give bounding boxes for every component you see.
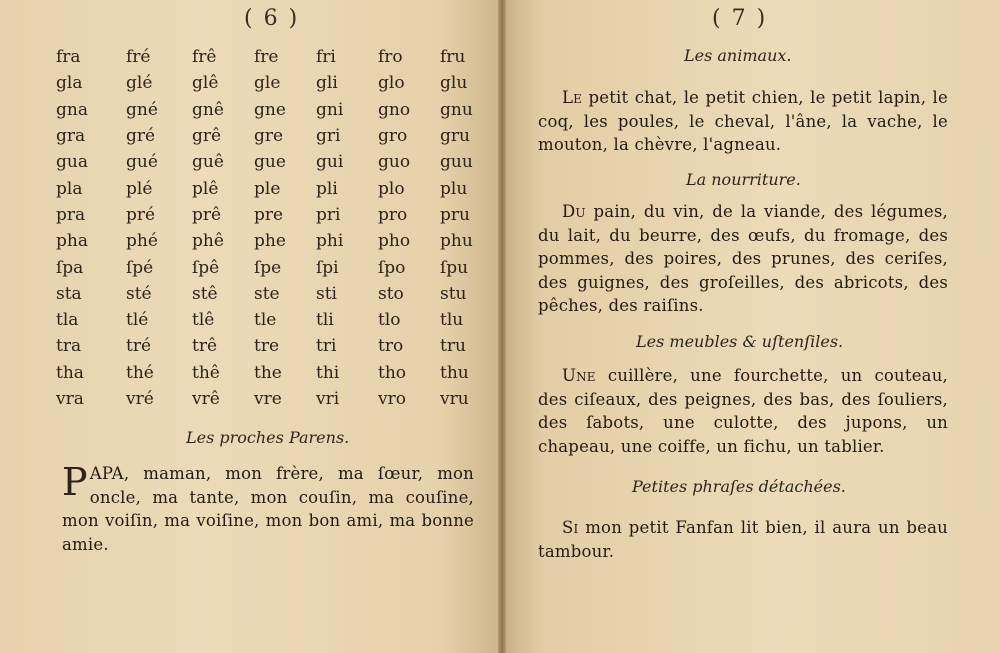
syllable-cell: frê [192, 47, 217, 68]
syllable-cell: stê [192, 283, 218, 304]
syllable-cell: tlé [126, 310, 149, 331]
syllable-cell: tli [316, 310, 334, 331]
paragraph-first-word: Le [562, 88, 583, 107]
syllable-cell: tro [378, 336, 404, 357]
syllable-cell: trê [192, 336, 218, 357]
syllable-cell: gle [254, 73, 281, 94]
syllable-cell: plo [378, 178, 405, 199]
syllable-cell: vra [56, 389, 84, 409]
section-heading-parens: Les proches Parens. [186, 428, 350, 447]
syllable-table [56, 44, 502, 412]
syllable-cell: glu [440, 73, 468, 94]
syllable-cell: thu [440, 362, 469, 383]
syllable-row [56, 360, 502, 386]
book-gutter [498, 0, 506, 653]
syllable-row [56, 254, 502, 280]
paragraph-parens [62, 462, 474, 556]
syllable-cell: glo [378, 73, 405, 94]
syllable-cell: ple [254, 178, 281, 199]
right-page-number: ( 7 ) [712, 6, 768, 31]
syllable-cell: gro [378, 126, 408, 147]
syllable-cell: plê [192, 178, 219, 199]
syllable-row [56, 149, 502, 175]
syllable-cell: gna [56, 99, 88, 120]
syllable-row [56, 228, 502, 254]
syllable-row [56, 97, 502, 123]
syllable-cell: gue [254, 152, 286, 173]
syllable-cell: sti [316, 283, 337, 304]
syllable-cell: pha [56, 231, 88, 252]
syllable-cell: fre [254, 47, 279, 68]
syllable-cell: ſpê [192, 257, 220, 278]
syllable-cell: pho [378, 231, 411, 252]
syllable-cell: fré [126, 47, 151, 68]
paragraph-phrases [538, 516, 948, 563]
syllable-cell: the [254, 362, 282, 383]
section-heading-phrases: Petites phraſes détachées. [632, 477, 846, 496]
syllable-cell: phê [192, 231, 224, 252]
paragraph-meubles [538, 364, 948, 458]
syllable-cell: gré [126, 126, 156, 147]
syllable-row [56, 307, 502, 333]
syllable-cell: tha [56, 362, 84, 383]
paragraph-text: pain, du vin, de la viande, des légumes, du lait, du beurre, des œufs, du fromage, des pommes, des poires, des prunes, des ceriſes, des guignes, des groſeilles, des abricots, des pêches, des raiſins. [538, 202, 948, 315]
paragraph-first-word: Une [562, 366, 596, 385]
syllable-row [56, 333, 502, 359]
syllable-cell: tre [254, 336, 280, 357]
syllable-cell: gno [378, 99, 411, 120]
syllable-cell: fra [56, 47, 81, 68]
syllable-cell: sté [126, 283, 152, 304]
syllable-row [56, 281, 502, 307]
syllable-cell: fri [316, 47, 336, 68]
syllable-cell: pru [440, 204, 470, 225]
section-heading-animaux: Les animaux. [684, 46, 792, 65]
syllable-cell: vre [254, 389, 282, 409]
syllable-cell: vrê [192, 389, 220, 409]
syllable-cell: gla [56, 73, 83, 94]
right-page [502, 0, 1000, 653]
syllable-row [56, 123, 502, 149]
syllable-cell: gne [254, 99, 286, 120]
syllable-cell: gui [316, 152, 344, 173]
drop-cap: P [62, 460, 88, 504]
syllable-cell: gre [254, 126, 284, 147]
syllable-cell: gni [316, 99, 344, 120]
syllable-cell: thé [126, 362, 154, 383]
syllable-cell: ſpo [378, 257, 406, 278]
syllable-cell: phu [440, 231, 473, 252]
syllable-cell: vru [440, 389, 469, 409]
syllable-cell: gri [316, 126, 341, 147]
syllable-cell: tla [56, 310, 79, 331]
syllable-cell: ſpu [440, 257, 469, 278]
paragraph-first-word: Du [562, 202, 586, 221]
syllable-cell: ſpa [56, 257, 84, 278]
syllable-cell: gru [440, 126, 470, 147]
syllable-cell: gli [316, 73, 338, 94]
paragraph-text: petit chat, le petit chien, le petit lapin, le coq, les poules, le cheval, l'âne, la vache, le mouton, la chèvre, l'agneau. [538, 88, 948, 154]
syllable-cell: gua [56, 152, 88, 173]
syllable-cell: phi [316, 231, 344, 252]
syllable-cell: tlu [440, 310, 464, 331]
syllable-cell: tra [56, 336, 82, 357]
syllable-cell: guo [378, 152, 411, 173]
syllable-cell: gné [126, 99, 158, 120]
syllable-cell: thê [192, 362, 220, 383]
syllable-cell: tlo [378, 310, 401, 331]
syllable-cell: tré [126, 336, 152, 357]
syllable-cell: glé [126, 73, 153, 94]
paragraph-nourriture [538, 200, 948, 318]
syllable-cell: thi [316, 362, 340, 383]
syllable-cell: tlê [192, 310, 215, 331]
paragraph-first-word: Si [562, 518, 579, 537]
syllable-cell: pra [56, 204, 86, 225]
syllable-cell: gnu [440, 99, 473, 120]
syllable-cell: pla [56, 178, 83, 199]
syllable-cell: grê [192, 126, 222, 147]
section-heading-meubles: Les meubles & uſtenſiles. [636, 332, 844, 351]
syllable-cell: vré [126, 389, 154, 409]
syllable-cell: sto [378, 283, 404, 304]
syllable-cell: vri [316, 389, 340, 409]
paragraph-first-word: APA [89, 464, 124, 483]
syllable-cell: tho [378, 362, 407, 383]
syllable-cell: tle [254, 310, 277, 331]
syllable-cell: plé [126, 178, 153, 199]
syllable-cell: fru [440, 47, 466, 68]
syllable-row [56, 175, 502, 201]
syllable-row [56, 44, 502, 70]
syllable-cell: pro [378, 204, 408, 225]
paragraph-text: , maman, mon frère, ma ſœur, mon oncle, ma tante, mon couſin, ma couſine, mon voiſin, ma voiſine, mon bon ami, ma bonne amie. [62, 464, 474, 554]
paragraph-text: mon petit Fanfan lit bien, il aura un beau tambour. [538, 518, 948, 561]
syllable-cell: stu [440, 283, 467, 304]
syllable-row [56, 202, 502, 228]
syllable-cell: ſpi [316, 257, 339, 278]
syllable-cell: gué [126, 152, 158, 173]
syllable-row [56, 70, 502, 96]
syllable-cell: pli [316, 178, 338, 199]
syllable-cell: fro [378, 47, 403, 68]
paragraph-animaux [538, 86, 948, 157]
syllable-cell: vro [378, 389, 406, 409]
syllable-cell: phé [126, 231, 158, 252]
syllable-cell: pre [254, 204, 284, 225]
syllable-cell: guê [192, 152, 224, 173]
syllable-cell: guu [440, 152, 473, 173]
syllable-cell: gnê [192, 99, 224, 120]
syllable-cell: pri [316, 204, 341, 225]
syllable-cell: phe [254, 231, 286, 252]
syllable-cell: ſpe [254, 257, 282, 278]
syllable-cell: plu [440, 178, 468, 199]
syllable-cell: ste [254, 283, 280, 304]
syllable-cell: sta [56, 283, 82, 304]
section-heading-nourriture: La nourriture. [686, 170, 801, 189]
syllable-row [56, 386, 502, 412]
syllable-cell: prê [192, 204, 222, 225]
syllable-cell: gra [56, 126, 86, 147]
syllable-cell: tri [316, 336, 337, 357]
syllable-cell: pré [126, 204, 156, 225]
paragraph-text: cuillère, une fourchette, un couteau, des ciſeaux, des peignes, des bas, des ſouliers, des ſabots, une culotte, des jupons, un chapeau, une coiffe, un fichu, un tablier. [538, 366, 948, 456]
syllable-cell: tru [440, 336, 466, 357]
syllable-cell: glê [192, 73, 219, 94]
left-page-number: ( 6 ) [244, 6, 300, 31]
syllable-cell: ſpé [126, 257, 154, 278]
